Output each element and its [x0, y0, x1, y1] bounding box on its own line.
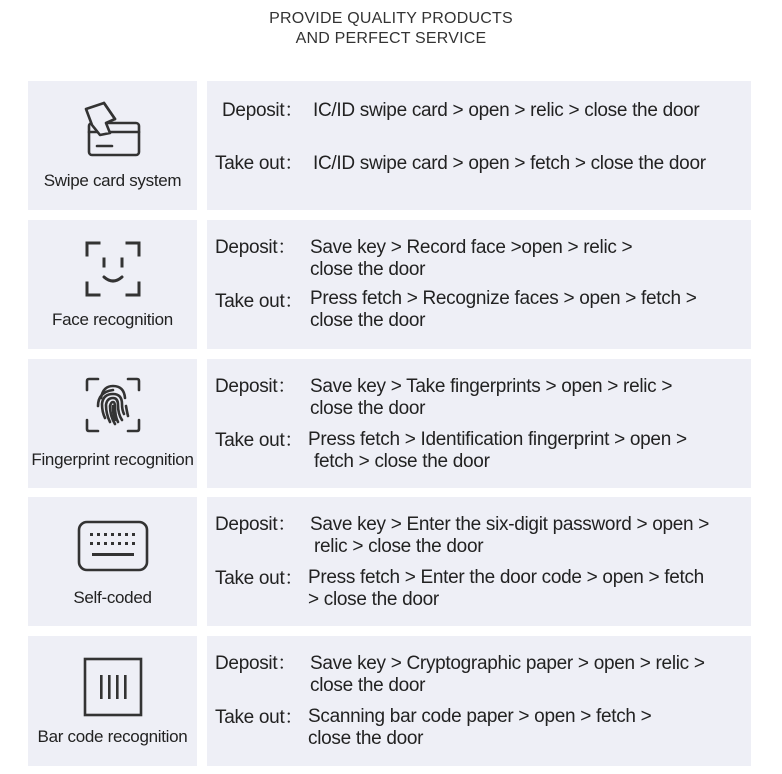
takeout-steps-cont: close the door — [310, 310, 426, 331]
method-label: Fingerprint recognition — [31, 450, 194, 469]
method-steps-panel — [207, 220, 751, 349]
deposit-key: Deposit： — [215, 376, 297, 397]
method-row-fingerprint — [28, 359, 751, 488]
method-icon-panel — [28, 636, 197, 766]
deposit-key: Deposit： — [215, 237, 297, 258]
method-icon-panel — [28, 359, 197, 488]
method-label: Swipe card system — [43, 171, 182, 190]
takeout-steps-cont: > close the door — [308, 589, 439, 610]
takeout-steps: Press fetch > Identification fingerprint > open > — [308, 429, 687, 450]
method-label: Bar code recognition — [37, 727, 188, 746]
deposit-steps-cont: close the door — [310, 259, 426, 280]
method-label: Face recognition — [52, 310, 173, 329]
deposit-steps: Save key > Take fingerprints > open > relic > — [310, 376, 673, 397]
takeout-key: Take out： — [215, 707, 304, 728]
header-line-1: PROVIDE QUALITY PRODUCTS — [269, 10, 513, 27]
deposit-steps: Save key > Enter the six-digit password > open > — [310, 514, 710, 535]
face-scan-icon — [84, 240, 142, 298]
method-row-face — [28, 220, 751, 349]
method-steps-panel — [207, 636, 751, 766]
method-row-barcode — [28, 636, 751, 766]
method-row-swipe-card — [28, 81, 751, 210]
takeout-steps: Scanning bar code paper > open > fetch > — [308, 706, 652, 727]
method-steps-panel — [207, 359, 751, 488]
deposit-steps-cont: close the door — [310, 675, 426, 696]
takeout-steps: Press fetch > Enter the door code > open > fetch — [308, 567, 704, 588]
takeout-steps-cont: close the door — [308, 728, 424, 749]
method-icon-panel — [28, 81, 197, 210]
method-label: Self-coded — [73, 588, 152, 607]
barcode-icon — [83, 657, 143, 717]
takeout-key: Take out： — [215, 153, 304, 174]
deposit-steps-cont: relic > close the door — [314, 536, 484, 557]
method-steps-panel — [207, 497, 751, 626]
deposit-steps: Save key > Record face >open > relic > — [310, 237, 633, 258]
fingerprint-icon — [84, 376, 142, 434]
deposit-steps: Save key > Cryptographic paper > open > relic > — [310, 653, 705, 674]
takeout-key: Take out： — [215, 291, 304, 312]
deposit-key: Deposit： — [215, 514, 297, 535]
method-row-self-coded — [28, 497, 751, 626]
takeout-key: Take out： — [215, 430, 304, 451]
keyboard-icon — [77, 520, 149, 572]
deposit-steps: IC/ID swipe card > open > relic > close the door — [313, 100, 700, 121]
takeout-steps-cont: fetch > close the door — [314, 451, 490, 472]
method-icon-panel — [28, 220, 197, 349]
deposit-key: Deposit： — [215, 653, 297, 674]
deposit-key: Deposit： — [222, 100, 304, 121]
deposit-steps-cont: close the door — [310, 398, 426, 419]
header-line-2: AND PERFECT SERVICE — [295, 30, 487, 47]
takeout-steps: Press fetch > Recognize faces > open > fetch > — [310, 288, 697, 309]
page-header — [0, 9, 782, 49]
method-icon-panel — [28, 497, 197, 626]
takeout-steps: IC/ID swipe card > open > fetch > close the door — [313, 153, 706, 174]
takeout-key: Take out： — [215, 568, 304, 589]
method-steps-panel — [207, 81, 751, 210]
swipe-card-icon — [82, 101, 144, 159]
